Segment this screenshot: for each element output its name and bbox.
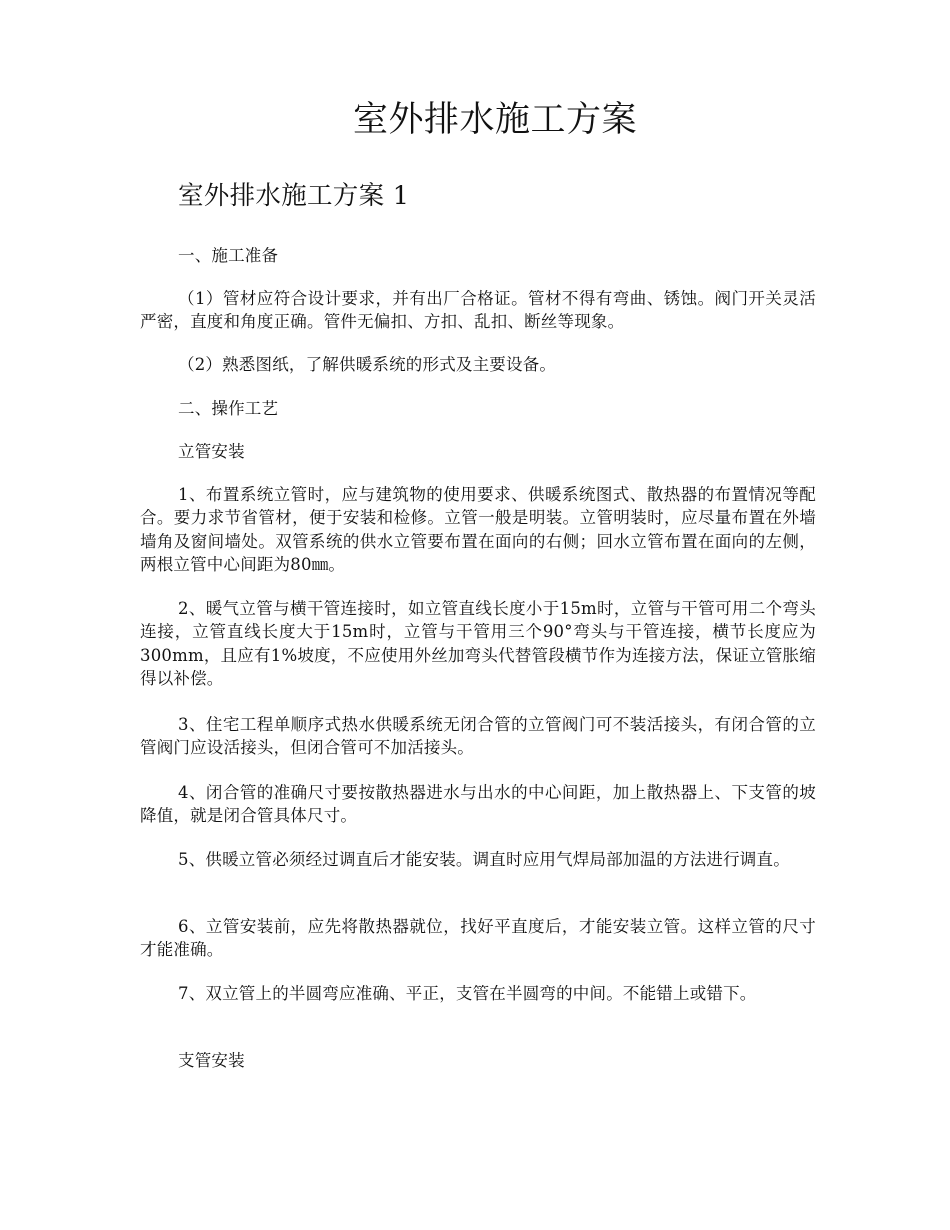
heading-preparation: 一、施工准备 — [178, 246, 279, 265]
document-title: 室外排水施工方案 — [352, 100, 637, 140]
paragraph-riser-1: 1、布置系统立管时，应与建筑物的使用要求、供暖系统图式、散热器的布置情况等配合。要力求节省管材，便于安装和检修。立管一般是明装。立管明装时，应尽量布置在外墙墙角及窗间墙处。双管系统的供水立管要布置在面向的右侧；回水立管布置在面向的左侧，两根立管中心间距为80㎜。 — [140, 485, 816, 574]
heading-branch-installation: 支管安装 — [178, 1051, 245, 1070]
paragraph-riser-3: 3、住宅工程单顺序式热水供暖系统无闭合管的立管阀门可不装活接头，有闭合管的立管阀门应设活接头，但闭合管可不加活接头。 — [140, 715, 816, 758]
paragraph-riser-6: 6、立管安装前，应先将散热器就位，找好平直度后，才能安装立管。这样立管的尺寸才能准确。 — [140, 917, 816, 960]
paragraph-riser-7: 7、双立管上的半圆弯应准确、平正，支管在半圆弯的中间。不能错上或错下。 — [178, 984, 757, 1003]
paragraph-drawings: （2）熟悉图纸，了解供暖系统的形式及主要设备。 — [178, 355, 557, 374]
paragraph-pipe-materials: （1）管材应符合设计要求，并有出厂合格证。管材不得有弯曲、锈蚀。阀门开关灵活严密，直度和角度正确。管件无偏扣、方扣、乱扣、断丝等现象。 — [140, 289, 816, 332]
section-title: 室外排水施工方案 1 — [178, 181, 410, 211]
paragraph-riser-2: 2、暖气立管与横干管连接时，如立管直线长度小于15m时，立管与干管可用二个弯头连接，立管直线长度大于15m时，立管与干管用三个90°弯头与干管连接，横节长度应为300mm，且应有1%坡度，不应使用外丝加弯头代替管段横节作为连接方法，保证立管胀缩得以补偿。 — [140, 599, 816, 688]
paragraph-riser-4: 4、闭合管的准确尺寸要按散热器进水与出水的中心间距，加上散热器上、下支管的坡降值，就是闭合管具体尺寸。 — [140, 783, 816, 826]
heading-process: 二、操作工艺 — [178, 399, 279, 418]
paragraph-riser-5: 5、供暖立管必须经过调直后才能安装。调直时应用气焊局部加温的方法进行调直。 — [178, 850, 790, 869]
heading-riser-installation: 立管安装 — [178, 442, 245, 461]
